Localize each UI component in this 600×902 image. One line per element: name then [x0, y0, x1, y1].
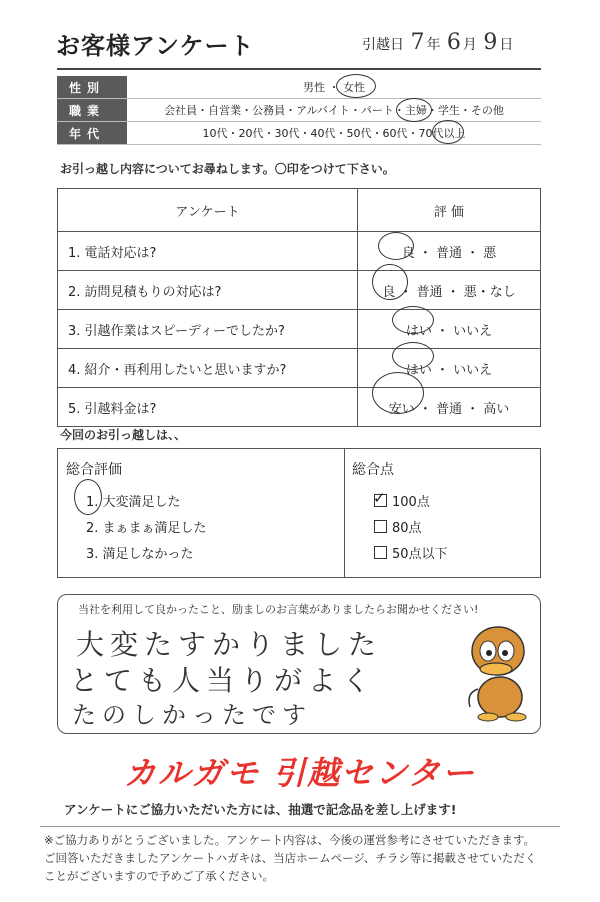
profile-label: 職業 [57, 99, 127, 121]
circle-mark-q2 [372, 264, 408, 300]
handwritten-comment-line: たのしかったです [72, 701, 312, 729]
comment-prompt: 当社を利用して良かったこと、励ましのお言葉がありましたらお聞かせください! [78, 603, 479, 616]
score-option [374, 517, 422, 536]
overall-eval-title: 総合評価 [66, 462, 122, 478]
score-label: 100点 [392, 495, 430, 510]
this-move-heading: 今回のお引っ越しは、、 [60, 428, 187, 442]
prize-notice: アンケートにご協力いただいた方には、抽選で記念品を差し上げます! [64, 802, 457, 817]
footer-line: ことがございますので予めご了承ください。 [44, 869, 274, 883]
score-label: 80点 [392, 521, 422, 536]
profile-row-job [57, 99, 541, 122]
circle-mark-q1 [378, 232, 414, 260]
title-rule [57, 68, 541, 70]
survey-header-row [58, 189, 541, 232]
profile-value: 男性 ・ 女性 [303, 81, 365, 94]
table-row [58, 388, 541, 427]
survey-header-question: アンケート [58, 189, 358, 232]
comment-box [57, 594, 541, 734]
profile-label: 性別 [57, 76, 127, 98]
footer-line: ※ご協力ありがとうございました。アンケート内容は、今後の運営参考にさせていただきます。 [44, 833, 536, 847]
duck-mascot-icon [458, 617, 536, 723]
checkbox-icon [374, 520, 387, 533]
profile-row-age [57, 122, 541, 145]
move-date [362, 30, 513, 55]
table-row [58, 310, 541, 349]
score-option [374, 491, 430, 510]
survey-table [57, 188, 541, 427]
date-day2-value: 9 [483, 30, 498, 55]
date-month-value: 7 [410, 30, 425, 55]
survey-answer: はい ・ いいえ [358, 310, 541, 349]
score-label: 50点以下 [392, 547, 448, 562]
survey-answer: 安い ・ 普通 ・ 高い [358, 388, 541, 427]
overall-eval-item: 3. 満足しなかった [86, 547, 194, 562]
circle-mark-female [336, 74, 376, 98]
date-day1-value: 6 [446, 30, 461, 55]
date-label: 引越日 [362, 37, 404, 53]
handwritten-comment-line: とても人当りがよく [70, 664, 377, 697]
footer-rule [40, 826, 560, 827]
circle-mark-housewife [396, 98, 432, 122]
date-year-unit: 年 [426, 37, 441, 53]
circle-mark-eval [74, 479, 102, 515]
overall-divider [344, 449, 345, 577]
date-day-unit: 日 [499, 37, 514, 53]
checkbox-checked-icon: ✓ [373, 489, 386, 507]
survey-question: 1. 電話対応は? [58, 232, 358, 271]
survey-answer: 良 ・ 普通 ・ 悪・なし [358, 271, 541, 310]
score-option [374, 543, 448, 562]
circle-mark-70s [432, 120, 464, 144]
table-row [58, 232, 541, 271]
survey-answer: 良 ・ 普通 ・ 悪 [358, 232, 541, 271]
circle-mark-q4 [392, 342, 434, 370]
survey-question: 4. 紹介・再利用したいと思いますか? [58, 349, 358, 388]
page-title: お客様アンケート [56, 32, 255, 60]
brand-logo: カルガモ 引越センター [124, 754, 476, 792]
profile-label: 年代 [57, 122, 127, 144]
circle-mark-q3 [392, 306, 434, 334]
survey-question: 3. 引越作業はスピーディーでしたか? [58, 310, 358, 349]
survey-instruction: お引っ越し内容についてお尋ねします。〇印をつけて下さい。 [60, 162, 395, 176]
checkbox-icon [374, 546, 387, 559]
circle-mark-q5 [372, 372, 424, 414]
date-month-unit: 月 [462, 37, 477, 53]
profile-value: 会社員・自営業・公務員・アルバイト・パート・主婦・学生・その他 [164, 104, 504, 117]
overall-eval-item: 1. 大変満足した [86, 495, 181, 510]
table-row [58, 349, 541, 388]
profile-value: 10代・20代・30代・40代・50代・60代・70代以上 [202, 127, 466, 140]
overall-eval-item: 2. まぁまぁ満足した [86, 521, 207, 536]
survey-question: 5. 引越料金は? [58, 388, 358, 427]
overall-box [57, 448, 541, 578]
overall-score-title: 総合点 [352, 462, 394, 478]
footer-line: ご回答いただきましたアンケートハガキは、当店ホームページ、チラシ等に掲載させていただく [44, 851, 537, 865]
survey-question: 2. 訪問見積もりの対応は? [58, 271, 358, 310]
table-row [58, 271, 541, 310]
survey-header-rating: 評 価 [358, 189, 541, 232]
profile-row-gender [57, 76, 541, 99]
handwritten-comment-line: 大変たすかりました [76, 628, 383, 661]
survey-answer: はい ・ いいえ [358, 349, 541, 388]
